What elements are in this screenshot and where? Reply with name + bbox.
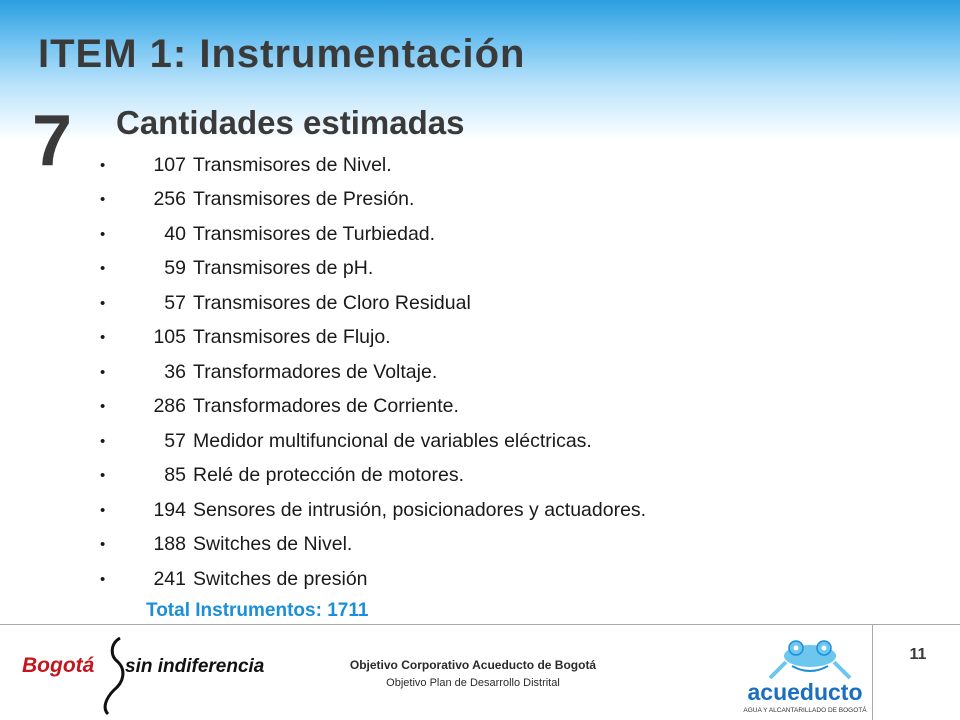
item-quantity: 57 [164,429,186,452]
bullet-icon: • [100,225,106,243]
acueducto-logo [738,636,872,718]
bullet-icon: • [100,260,106,278]
bullet-icon: • [100,329,106,347]
bullet-icon: • [100,294,106,312]
item-description: Transmisores de Cloro Residual [193,291,471,314]
list-item [100,493,646,528]
list-item [100,562,646,597]
list-item [100,148,646,183]
list-item [100,390,646,425]
item-description: Relé de protección de motores. [193,464,464,487]
item-description: Transformadores de Corriente. [193,395,459,418]
item-quantity: 36 [164,360,186,383]
item-description: Transmisores de Presión. [193,188,415,211]
item-quantity: 40 [164,222,186,245]
item-description: Sensores de intrusión, posicionadores y actuadores. [193,498,647,521]
bullet-icon: • [100,156,106,174]
footer-vertical-divider [872,624,873,720]
item-quantity: 105 [153,326,186,349]
list-item [100,355,646,390]
item-quantity: 241 [153,567,186,590]
svg-text:acueducto: acueducto [747,679,863,705]
item-quantity: 194 [153,498,186,521]
item-quantity: 256 [153,188,186,211]
footer-plan-objective: Objetivo Plan de Desarrollo Distrital [386,677,560,689]
item-quantity: 107 [153,153,186,176]
item-description: Transmisores de Turbiedad. [193,222,436,245]
item-quantity: 188 [153,533,186,556]
item-quantity: 286 [153,395,186,418]
bullet-icon: • [100,432,106,450]
footer-corporate-objective: Objetivo Corporativo Acueducto de Bogotá [349,658,597,672]
item-quantity: 85 [164,464,186,487]
item-quantity: 59 [164,257,186,280]
item-description: Switches de presión [193,567,368,590]
svg-text:AGUA Y ALCANTARILLADO DE BOGOT: AGUA Y ALCANTARILLADO DE BOGOTÁ [743,707,867,714]
slide-number-large: 7 [32,101,73,181]
list-item [100,321,646,356]
list-item [100,424,646,459]
item-description: Switches de Nivel. [193,533,353,556]
item-description: Transmisores de Flujo. [193,326,391,349]
total-instruments: Total Instrumentos: 1711 [146,600,369,621]
svg-text:Bogotá: Bogotá [22,654,95,677]
item-quantity: 57 [164,291,186,314]
bullet-icon: • [100,501,106,519]
bullet-icon: • [100,191,106,209]
page-number: 11 [909,646,927,663]
svg-text:sin indiferencia: sin indiferencia [125,656,265,677]
list-item [100,286,646,321]
list-item [100,459,646,494]
bullet-icon: • [100,570,106,588]
item-description: Transmisores de Nivel. [193,153,392,176]
list-item [100,252,646,287]
bullet-icon: • [100,398,106,416]
item-description: Transformadores de Voltaje. [193,360,438,383]
list-item [100,217,646,252]
instrument-list [100,148,646,597]
bullet-icon: • [100,467,106,485]
list-item [100,183,646,218]
bullet-icon: • [100,536,106,554]
slide-subtitle: Cantidades estimadas [116,104,465,141]
item-description: Medidor multifuncional de variables eléctricas. [193,429,592,452]
bogota-sin-indiferencia-logo [22,632,265,716]
list-item [100,528,646,563]
item-description: Transmisores de pH. [193,257,374,280]
bullet-icon: • [100,363,106,381]
footer-divider [0,624,960,625]
slide-title: ITEM 1: Instrumentación [38,32,526,76]
